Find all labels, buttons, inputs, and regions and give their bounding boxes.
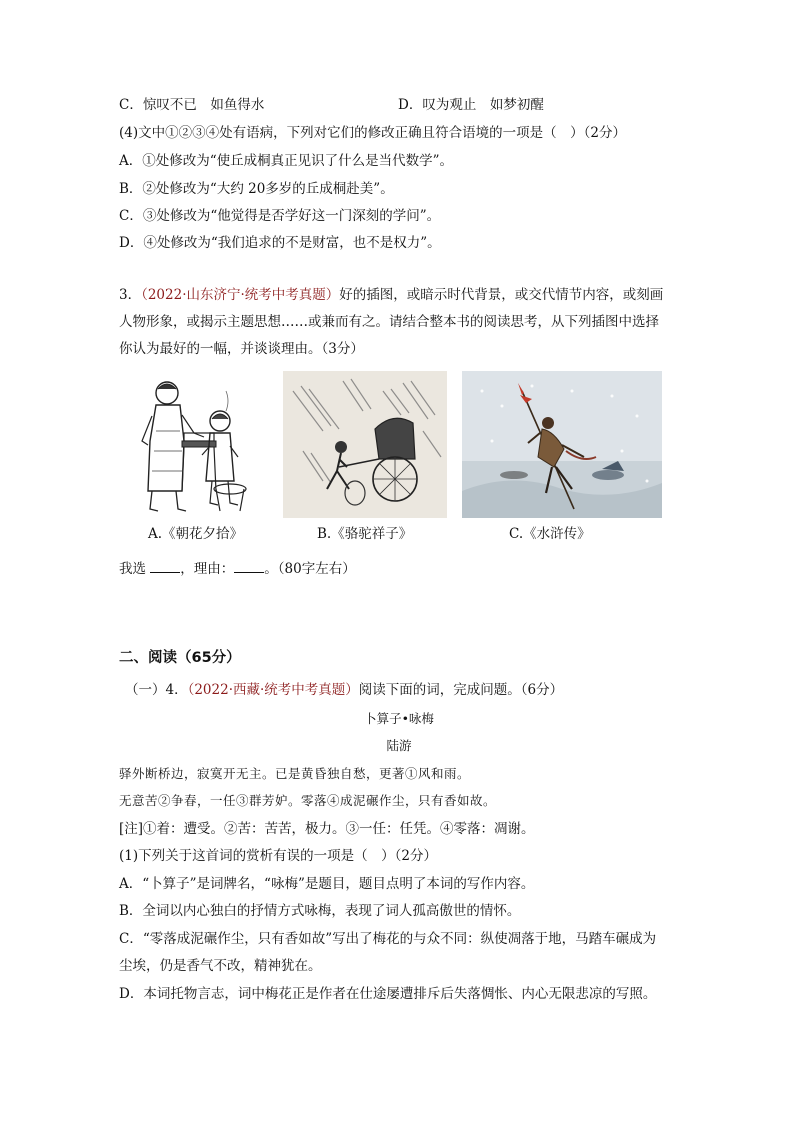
q4-option-a: A．“卜算子”是词牌名，“咏梅”是题目，题目点明了本词的写作内容。	[119, 876, 535, 892]
q2-sub4-option-b: B．②处修改为“大约 20多岁的丘成桐赴美”。	[119, 181, 394, 197]
q3-number: 3．	[119, 287, 142, 303]
q3-text1: 好的插图，或暗示时代背景，或交代情节内容，或刻画	[339, 287, 664, 303]
q2-option-c: C．惊叹不已 如鱼得水	[119, 97, 265, 113]
q2-sub4-stem: (4)文中①②③④处有语病，下列对它们的修改正确且符合语境的一项是（ ）（2分）	[119, 125, 626, 141]
rickshaw-rain-drawing	[283, 371, 447, 518]
figure-b-caption: B.《骆驼祥子》	[317, 526, 413, 542]
poem-line-1: 驿外断桥边，寂寞开无主。已是黄昏独自愁，更著①风和雨。	[119, 766, 471, 781]
scholar-boy-drawing	[122, 371, 262, 518]
q3-source: （2022·山东济宁·统考中考真题）	[141, 287, 340, 303]
q3-line2: 人物形象，或揭示主题思想……或兼而有之。请结合整本书的阅读思考，从下列插图中选择	[119, 314, 659, 330]
figure-b-illustration	[283, 371, 447, 518]
q3-line1	[119, 286, 663, 304]
warrior-snow-painting	[462, 371, 662, 518]
q4-text: 阅读下面的词，完成问题。（6分）	[358, 682, 564, 698]
q2-option-d: D．叹为观止 如梦初醒	[398, 97, 544, 113]
q2-sub4-option-c: C．③处修改为“他觉得是否学好这一门深刻的学问”。	[119, 208, 441, 224]
q2-sub4-option-d: D．④处修改为“我们追求的不是财富，也不是权力”。	[119, 235, 441, 251]
q3-answer-suffix: 。（80字左右）	[264, 561, 356, 577]
section-heading: 二、阅读（65分）	[119, 650, 241, 666]
q4-option-b: B．全词以内心独白的抒情方式咏梅，表现了词人孤高傲世的情怀。	[119, 903, 521, 919]
poem-author: 陆游	[386, 738, 412, 753]
q4-option-c-line1: C．“零落成泥碾作尘，只有香如故”写出了梅花的与众不同：纵使凋落于地，马踏车碾成为	[119, 931, 657, 947]
poem-note: [注]①着：遭受。②苦：苦苦，极力。③一任：任凭。④零落：凋谢。	[119, 821, 535, 837]
figure-c-caption: C.《水浒传》	[509, 526, 591, 542]
poem-title: 卜算子•咏梅	[364, 711, 434, 726]
q4-option-d: D．本词托物言志，词中梅花正是作者在仕途屡遭排斥后失落惆怅、内心无限悲凉的写照。	[119, 986, 657, 1002]
q4-prefix: （一）4．	[125, 682, 188, 698]
q3-reason-blank[interactable]	[234, 560, 264, 573]
q4-sub1-stem: (1)下列关于这首词的赏析有误的一项是（ ）（2分）	[119, 848, 437, 864]
q4-option-c-line2: 尘埃，仍是香气不改，精神犹在。	[119, 958, 322, 974]
poem-line-2: 无意苦②争春，一任③群芳妒。零落④成泥碾作尘，只有香如故。	[119, 793, 497, 808]
q4-source: （2022·西藏·统考中考真题）	[187, 682, 359, 698]
q3-answer-line	[119, 560, 356, 578]
figure-a-caption: A.《朝花夕拾》	[148, 526, 244, 542]
q2-sub4-option-a: A．①处修改为“使丘成桐真正见识了什么是当代数学”。	[119, 153, 454, 169]
q3-answer-prefix: 我选	[119, 561, 146, 577]
figure-a-illustration	[122, 371, 262, 518]
q3-choice-blank[interactable]	[150, 560, 180, 573]
q3-line3: 你认为最好的一幅，并谈谈理由。（3分）	[119, 341, 364, 357]
q4-header	[125, 681, 563, 699]
figure-c-illustration	[462, 371, 662, 518]
q3-answer-mid: ，理由：	[180, 561, 235, 577]
